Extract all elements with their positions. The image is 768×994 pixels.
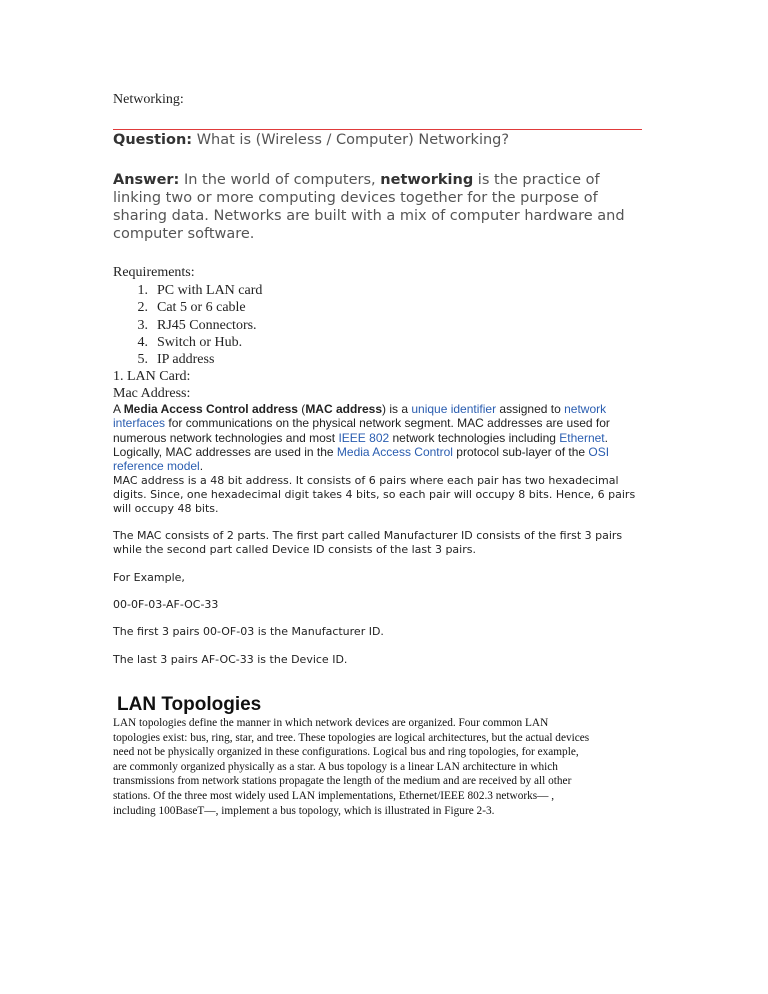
device-id-line: The last 3 pairs AF-OC-33 is the Device ID. [113, 653, 348, 666]
answer-text-1: In the world of computers, [179, 172, 381, 188]
question-line [113, 132, 509, 148]
question-label: Question: [113, 132, 193, 148]
requirements-label: Requirements: [113, 265, 195, 280]
list-item-text: Switch or Hub. [157, 334, 243, 350]
list-item-text: IP address [157, 352, 215, 368]
text-run: ( [297, 402, 306, 416]
answer-paragraph [113, 171, 643, 243]
text-run: ) is a [382, 402, 412, 416]
answer-bold-networking: networking [380, 172, 474, 188]
requirements-list [113, 282, 262, 368]
mac-48bit-paragraph: MAC address is a 48 bit address. It consists of 6 pairs where each pair has two hexadecimal digits. Since, one hexadecimal digit takes 4 bits, so each pair will occupy 8 bits. Hence, 6 pairs will occupy 48 bits. [113, 474, 636, 515]
manufacturer-id-line: The first 3 pairs 00-OF-03 is the Manufacturer ID. [113, 625, 384, 638]
mac-parts-paragraph: The MAC consists of 2 parts. The first part called Manufacturer ID consists of the first 3 pairs while the second part called Device ID consists of the last 3 pairs. [113, 529, 623, 556]
mac-address-label: Mac Address: [113, 386, 191, 401]
list-item [113, 282, 262, 299]
lan-topologies-paragraph: LAN topologies define the manner in which network devices are organized. Four common LAN topologies exist: bus, ring, star, and tree. These topologies are logical architectures, but the actual devices need not be physically organized in these configurations. Logical bus and ring topologies, for example, are commonly organized physically as a star. A bus topology is a linear LAN architecture in which transmissions from network stations propagate the length of the medium and are received by all other stations. Of the three most widely used LAN implementations, Ethernet/IEEE 802.3 networks— , including 100BaseT—, implement a bus topology, which is illustrated in Figure 2-3. [113, 717, 590, 817]
bold-term: Media Access Control address [123, 402, 298, 416]
lan-card-label: 1. LAN Card: [113, 369, 191, 384]
list-item [113, 299, 262, 316]
link-unique-identifier[interactable]: unique identifier [411, 402, 497, 416]
link-osi-reference-model[interactable]: OSI reference model [113, 444, 610, 474]
text-run: for communications on the physical network segment. MAC addresses are used for numerous network technologies and most [113, 416, 610, 445]
link-ethernet[interactable]: Ethernet [559, 430, 605, 445]
link-ieee-802[interactable]: IEEE 802 [338, 430, 390, 445]
link-media-access-control[interactable]: Media Access Control [336, 444, 453, 459]
text-run: . Logically, MAC addresses are used in the [113, 430, 608, 459]
example-label: For Example, [113, 571, 185, 584]
list-item-text: PC with LAN card [157, 283, 263, 298]
red-divider-line [113, 129, 642, 130]
bold-term: MAC address [305, 402, 382, 416]
list-number: 4. [137, 334, 148, 350]
list-item [113, 351, 262, 368]
example-mac-address: 00-0F-03-AF-OC-33 [113, 598, 219, 611]
list-item [113, 334, 262, 351]
list-item [113, 317, 262, 334]
text-run: assigned to [496, 402, 565, 416]
text-run: . [199, 459, 204, 474]
list-number: 2. [137, 300, 148, 316]
text-run: A [113, 402, 124, 416]
answer-text-2: is the practice of linking two or more computing devices together for the purpose of sharing data. Networks are built with a mix of computer hardware and computer software. [113, 172, 625, 242]
list-number: 1. [137, 283, 148, 298]
heading-networking: Networking: [113, 92, 184, 107]
list-number: 5. [137, 352, 148, 368]
link-network-interfaces[interactable]: network interfaces [113, 402, 607, 431]
text-run: protocol sub-layer of the [452, 444, 589, 459]
list-number: 3. [137, 317, 148, 333]
list-item-text: Cat 5 or 6 cable [157, 300, 246, 316]
text-run: network technologies including [389, 430, 560, 445]
answer-label: Answer: [113, 172, 180, 188]
mac-definition-paragraph [113, 402, 643, 473]
question-text: What is (Wireless / Computer) Networking? [192, 132, 510, 148]
lan-topologies-heading: LAN Topologies [117, 694, 262, 715]
list-item-text: RJ45 Connectors. [157, 317, 257, 333]
